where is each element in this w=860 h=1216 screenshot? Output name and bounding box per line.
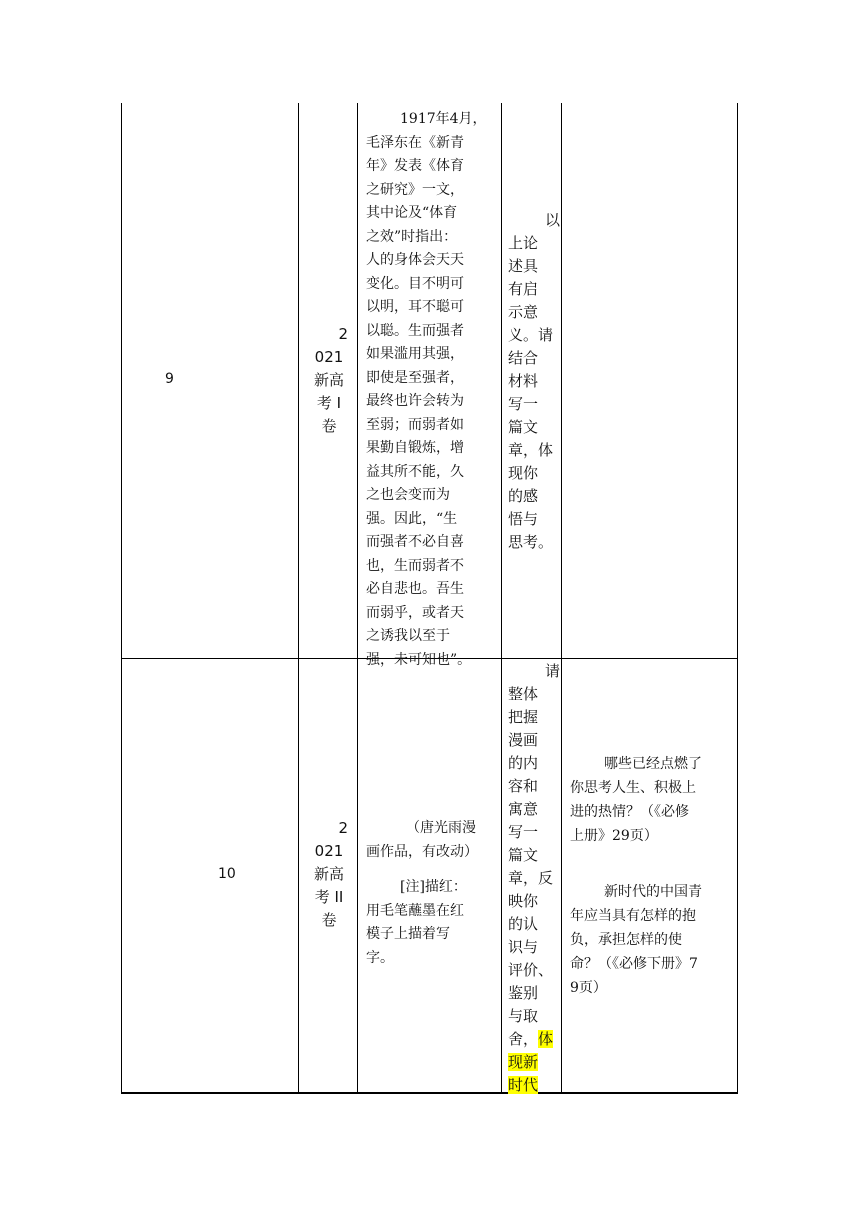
table-border-right	[737, 103, 738, 1093]
year-line: 新高	[313, 865, 344, 883]
note-line: 上册》29页）	[570, 828, 658, 844]
task-line: 映你	[508, 892, 539, 910]
material-line: 益其所不能，久	[366, 463, 464, 480]
year-line: 新高	[313, 371, 344, 389]
material-line: 1917年4月，	[400, 111, 487, 127]
task-line: 请	[544, 662, 560, 680]
task-line-part: 舍，	[508, 1030, 539, 1048]
year-line: 考 I	[316, 394, 342, 412]
material-line: 即使是至强者，	[366, 369, 464, 386]
task-line-highlighted	[508, 1051, 560, 1074]
task-line: 的感	[508, 487, 539, 505]
highlighted-text: 体	[538, 1030, 554, 1048]
task-line: 的认	[508, 915, 539, 933]
task-line: 材料	[508, 372, 539, 390]
task-line: 整体	[508, 685, 539, 703]
material-line: 之诱我以至于	[366, 628, 450, 644]
task-line: 把握	[508, 708, 539, 726]
writing-task	[508, 660, 560, 1097]
task-line: 述具	[508, 257, 539, 275]
note-line: 哪些已经点燃了	[604, 756, 702, 772]
exam-year-cell	[304, 323, 354, 438]
task-line: 章，体	[508, 441, 554, 459]
material-line: 画作品，有改动）	[366, 843, 478, 860]
task-line: 示意	[508, 303, 539, 321]
material-line: 其中论及“体育	[366, 205, 458, 221]
writing-task	[508, 209, 560, 554]
row-number: 10	[218, 866, 236, 882]
note-line: 进的热情？（《必修	[570, 804, 689, 820]
material-line: 模子上描着写	[366, 926, 450, 942]
material-line: 如果滥用其强，	[366, 346, 464, 362]
table-border-bottom	[121, 1092, 738, 1094]
material-line: 变化。目不明可	[366, 275, 464, 292]
year-line: 卷	[321, 911, 337, 929]
task-line: 篇文	[508, 846, 539, 864]
material-line: 而强者不必自喜	[366, 534, 464, 550]
material-line: 毛泽东在《新青	[366, 134, 464, 151]
task-line: 评价、	[508, 961, 554, 979]
material-line: 之效”时指出：	[366, 228, 458, 245]
material-line: [注]描红：	[400, 879, 467, 895]
year-line: 卷	[321, 417, 337, 435]
task-line: 结合	[508, 349, 539, 367]
material-line: 以聪。生而强者	[366, 322, 464, 339]
highlighted-text: 现新	[508, 1053, 539, 1071]
task-line: 漫画	[508, 731, 539, 749]
year-line: 考 II	[314, 888, 344, 906]
material-text	[366, 817, 478, 970]
material-line: 必自悲也。吾生	[366, 581, 464, 597]
year-line: 021	[314, 842, 344, 860]
task-line: 与取	[508, 1007, 539, 1025]
task-line: 悟与	[508, 510, 539, 528]
task-line: 写一	[508, 395, 539, 413]
material-line: 最终也许会转为	[366, 393, 464, 409]
table-border-left	[121, 103, 122, 1093]
task-line	[508, 1028, 560, 1051]
task-line-highlighted	[508, 1074, 560, 1097]
note-line: 年应当具有怎样的抱	[570, 908, 696, 924]
note-line: 新时代的中国青	[604, 884, 702, 900]
textbook-notes	[570, 752, 702, 1000]
task-line: 思考。	[508, 533, 554, 551]
material-line: 之也会变而为	[366, 487, 450, 503]
note-line: 负，承担怎样的使	[570, 932, 682, 948]
table-border-col1	[298, 103, 299, 1093]
task-line: 上论	[508, 234, 539, 252]
table-border-col3	[501, 103, 502, 1093]
year-line: 2	[338, 325, 348, 343]
material-line: 果勤自锻炼，增	[366, 440, 464, 456]
material-line: 用毛笔蘸墨在红	[366, 902, 464, 919]
year-line: 021	[314, 348, 344, 366]
table-border-col4	[561, 103, 562, 1093]
task-line: 鉴别	[508, 984, 539, 1002]
material-line: 之研究》一文，	[366, 181, 464, 198]
material-line: 强，未可知也”。	[366, 651, 472, 668]
task-line: 识与	[508, 938, 539, 956]
material-line: 以明，耳不聪可	[366, 299, 464, 315]
material-line: （唐光雨漫	[406, 820, 476, 836]
row-number: 9	[165, 371, 174, 387]
note-line: 9页）	[570, 980, 607, 996]
material-line: 而弱乎，或者天	[366, 604, 464, 621]
material-line: 至弱；而弱者如	[366, 416, 464, 433]
task-line: 章，反	[508, 869, 554, 887]
task-line: 义。请	[508, 326, 554, 344]
highlighted-text: 时代	[508, 1076, 539, 1094]
task-line: 寓意	[508, 800, 539, 818]
material-line: 人的身体会天天	[366, 252, 464, 268]
task-line: 有启	[508, 280, 539, 298]
material-text	[366, 108, 487, 672]
note-line: 命？（《必修下册》7	[570, 956, 698, 972]
table-border-col2	[357, 103, 358, 1093]
material-line: 字。	[366, 949, 394, 966]
material-line: 强。因此，“生	[366, 510, 458, 527]
material-line: 年》发表《体育	[366, 158, 464, 174]
note-line: 你思考人生、积极上	[570, 780, 696, 796]
task-line: 以	[544, 211, 560, 229]
task-line: 现你	[508, 464, 539, 482]
task-line: 写一	[508, 823, 539, 841]
task-line: 容和	[508, 777, 539, 795]
task-line: 篇文	[508, 418, 539, 436]
exam-year-cell	[304, 817, 354, 932]
material-line: 也，生而弱者不	[366, 557, 464, 574]
year-line: 2	[338, 819, 348, 837]
task-line: 的内	[508, 754, 539, 772]
